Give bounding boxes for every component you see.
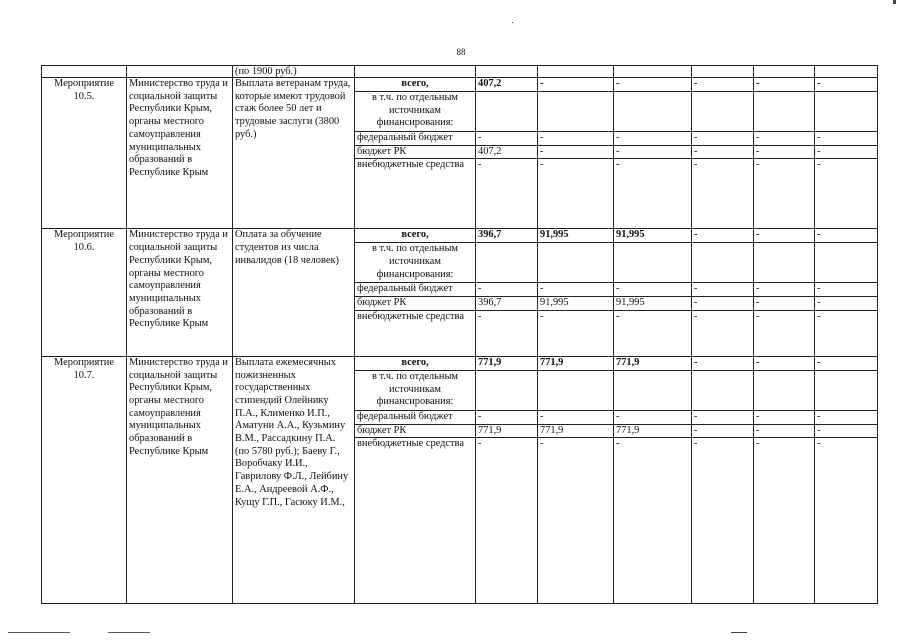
value-cell: 771,9 bbox=[476, 424, 538, 438]
funding-label: внебюджетные средства bbox=[355, 159, 476, 229]
value-cell: - bbox=[692, 132, 754, 146]
value-cell: - bbox=[815, 145, 878, 159]
value-cell: - bbox=[614, 283, 692, 297]
value-cell: - bbox=[614, 132, 692, 146]
value-cell: - bbox=[692, 78, 754, 92]
value-cell: - bbox=[538, 78, 614, 92]
value-cell: - bbox=[614, 310, 692, 356]
value-cell: - bbox=[815, 310, 878, 356]
value-cell: - bbox=[692, 424, 754, 438]
funding-label: федеральный бюджет bbox=[355, 283, 476, 297]
value-cell: - bbox=[815, 438, 878, 604]
value-cell: - bbox=[815, 132, 878, 146]
value-cell: - bbox=[692, 229, 754, 243]
value-cell: - bbox=[815, 424, 878, 438]
value-cell bbox=[538, 370, 614, 410]
value-cell bbox=[476, 243, 538, 283]
value-cell: 771,9 bbox=[476, 356, 538, 370]
value-cell bbox=[754, 370, 815, 410]
funding-label: в т.ч. по отдельным источникам финансирования: bbox=[355, 370, 476, 410]
value-cell: - bbox=[692, 145, 754, 159]
value-cell: - bbox=[754, 145, 815, 159]
funding-label: всего, bbox=[355, 229, 476, 243]
continuation-cell bbox=[42, 66, 127, 78]
value-cell: - bbox=[754, 283, 815, 297]
value-cell: - bbox=[815, 159, 878, 229]
value-cell: 407,2 bbox=[476, 145, 538, 159]
continuation-cell bbox=[127, 66, 233, 78]
value-cell bbox=[692, 370, 754, 410]
value-cell: - bbox=[692, 159, 754, 229]
value-cell: - bbox=[754, 297, 815, 311]
value-cell: - bbox=[815, 356, 878, 370]
event-description: Оплата за обучение студентов из числа инвалидов (18 человек) bbox=[233, 229, 355, 356]
value-cell: - bbox=[538, 283, 614, 297]
bottom-rule bbox=[108, 632, 150, 633]
value-cell bbox=[815, 370, 878, 410]
page-number: 88 bbox=[456, 47, 466, 57]
value-cell: - bbox=[476, 438, 538, 604]
value-cell bbox=[692, 92, 754, 132]
value-cell: 91,995 bbox=[538, 229, 614, 243]
value-cell: - bbox=[614, 78, 692, 92]
value-cell bbox=[754, 243, 815, 283]
scan-mark bbox=[731, 632, 747, 633]
value-cell: 91,995 bbox=[538, 297, 614, 311]
continuation-cell bbox=[538, 66, 614, 78]
value-cell: - bbox=[614, 159, 692, 229]
value-cell: - bbox=[476, 283, 538, 297]
event-number: Мероприятие 10.7. bbox=[42, 356, 127, 603]
value-cell bbox=[538, 92, 614, 132]
continuation-row bbox=[42, 66, 878, 78]
value-cell: 396,7 bbox=[476, 297, 538, 311]
value-cell: - bbox=[754, 229, 815, 243]
funding-label: бюджет РК bbox=[355, 424, 476, 438]
executor: Министерство труда и социальной защиты Республики Крым, органы местного самоуправления муниципальных образований в Республике Крым bbox=[127, 78, 233, 229]
continuation-cell bbox=[355, 66, 476, 78]
value-cell: - bbox=[538, 145, 614, 159]
value-cell: - bbox=[476, 159, 538, 229]
bottom-rule bbox=[8, 632, 70, 633]
value-cell: - bbox=[614, 145, 692, 159]
value-cell: 771,9 bbox=[538, 356, 614, 370]
value-cell: - bbox=[815, 283, 878, 297]
funding-label: федеральный бюджет bbox=[355, 132, 476, 146]
value-cell: - bbox=[754, 159, 815, 229]
value-cell bbox=[614, 370, 692, 410]
value-cell: - bbox=[754, 356, 815, 370]
value-cell: - bbox=[692, 438, 754, 604]
value-cell: 396,7 bbox=[476, 229, 538, 243]
event-description: Выплата ветеранам труда, которые имеют трудовой стаж более 50 лет и трудовые заслуги (3800 руб.) bbox=[233, 78, 355, 229]
value-cell: - bbox=[692, 356, 754, 370]
value-cell: - bbox=[692, 310, 754, 356]
value-cell bbox=[538, 243, 614, 283]
value-cell: - bbox=[754, 424, 815, 438]
event-number: Мероприятие 10.6. bbox=[42, 229, 127, 356]
value-cell: - bbox=[476, 310, 538, 356]
event-number: Мероприятие 10.5. bbox=[42, 78, 127, 229]
event-description: Выплата ежемесячных пожизненных государственных стипендий Олейнику П.А., Клименко И.П., Аматуни А.А., Кузьмину В.М., Рассадкину П.А. (по 5780 руб.); Баеву Г., Воробчаку И.И., Гаврилову Ф.Л., Лейбину Е.А., Андреевой А.Ф., Кущу Г.П., Гасюку И.М., bbox=[233, 356, 355, 603]
value-cell bbox=[614, 243, 692, 283]
value-cell: - bbox=[692, 410, 754, 424]
value-cell bbox=[476, 92, 538, 132]
value-cell bbox=[692, 243, 754, 283]
funding-label: в т.ч. по отдельным источникам финансирования: bbox=[355, 92, 476, 132]
value-cell: - bbox=[538, 438, 614, 604]
value-cell: - bbox=[754, 132, 815, 146]
value-cell bbox=[754, 92, 815, 132]
continuation-cell bbox=[754, 66, 815, 78]
table-body bbox=[42, 66, 878, 604]
value-cell: - bbox=[538, 159, 614, 229]
funding-label: федеральный бюджет bbox=[355, 410, 476, 424]
value-cell: - bbox=[538, 410, 614, 424]
continuation-cell bbox=[476, 66, 538, 78]
value-cell: 771,9 bbox=[614, 356, 692, 370]
table-row bbox=[42, 78, 878, 92]
value-cell bbox=[815, 92, 878, 132]
continuation-cell bbox=[815, 66, 878, 78]
value-cell: - bbox=[476, 132, 538, 146]
executor: Министерство труда и социальной защиты Республики Крым, органы местного самоуправления муниципальных образований в Республике Крым bbox=[127, 229, 233, 356]
continuation-text: (по 1900 руб.) bbox=[233, 66, 355, 78]
value-cell: - bbox=[538, 132, 614, 146]
scan-mark bbox=[893, 0, 896, 4]
value-cell bbox=[815, 243, 878, 283]
value-cell: - bbox=[692, 297, 754, 311]
value-cell: - bbox=[754, 310, 815, 356]
value-cell: 771,9 bbox=[538, 424, 614, 438]
funding-label: внебюджетные средства bbox=[355, 310, 476, 356]
value-cell bbox=[476, 370, 538, 410]
value-cell: 91,995 bbox=[614, 297, 692, 311]
value-cell: 407,2 bbox=[476, 78, 538, 92]
value-cell: - bbox=[538, 310, 614, 356]
value-cell: - bbox=[815, 410, 878, 424]
value-cell: - bbox=[815, 229, 878, 243]
value-cell: - bbox=[476, 410, 538, 424]
value-cell: 91,995 bbox=[614, 229, 692, 243]
table-row bbox=[42, 229, 878, 243]
value-cell: - bbox=[815, 78, 878, 92]
continuation-cell bbox=[692, 66, 754, 78]
value-cell: - bbox=[754, 410, 815, 424]
funding-label: всего, bbox=[355, 356, 476, 370]
value-cell: - bbox=[614, 410, 692, 424]
funding-label: внебюджетные средства bbox=[355, 438, 476, 604]
scan-mark bbox=[512, 22, 513, 23]
value-cell: - bbox=[754, 78, 815, 92]
table-row bbox=[42, 356, 878, 370]
value-cell: - bbox=[614, 438, 692, 604]
value-cell: 771,9 bbox=[614, 424, 692, 438]
budget-table bbox=[41, 65, 878, 604]
value-cell: - bbox=[692, 283, 754, 297]
funding-label: бюджет РК bbox=[355, 297, 476, 311]
value-cell: - bbox=[754, 438, 815, 604]
funding-label: бюджет РК bbox=[355, 145, 476, 159]
value-cell bbox=[614, 92, 692, 132]
executor: Министерство труда и социальной защиты Республики Крым, органы местного самоуправления муниципальных образований в Республике Крым bbox=[127, 356, 233, 603]
value-cell: - bbox=[815, 297, 878, 311]
continuation-cell bbox=[614, 66, 692, 78]
funding-label: всего, bbox=[355, 78, 476, 92]
funding-label: в т.ч. по отдельным источникам финансирования: bbox=[355, 243, 476, 283]
